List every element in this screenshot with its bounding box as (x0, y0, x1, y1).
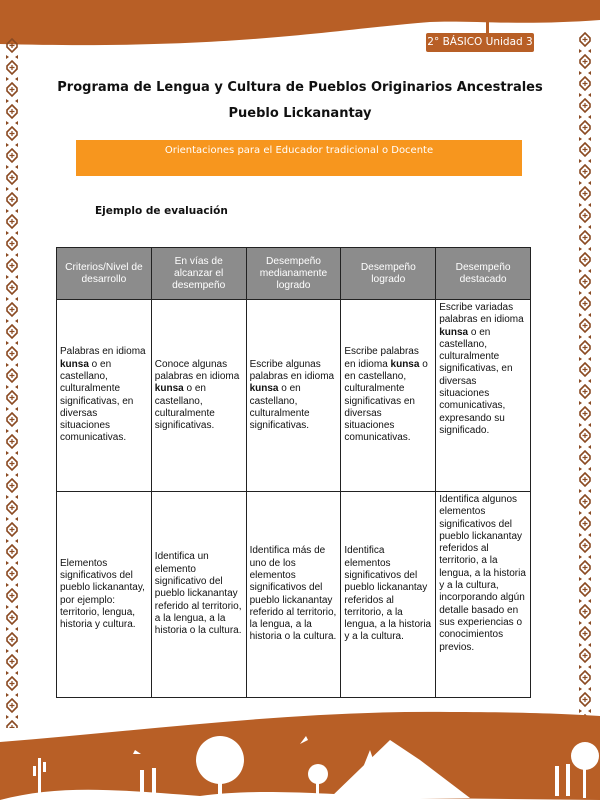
right-pattern-border (578, 32, 592, 722)
header-in-progress: En vías de alcanzar el desempeño (151, 248, 246, 300)
program-title: Programa de Lengua y Cultura de Pueblos Originarios Ancestrales (57, 80, 543, 95)
header-partially-achieved: Desempeño medianamente logrado (246, 248, 341, 300)
table-cell: Escribe palabras en idioma kunsa o en castellano, culturalmente significativas en diversas situaciones comunicativas. (341, 300, 436, 492)
header-achieved: Desempeño logrado (341, 248, 436, 300)
table-row (57, 300, 531, 492)
section-heading: Ejemplo de evaluación (95, 205, 228, 217)
table-cell: Identifica más de uno de los elementos significativos del pueblo lickanantay referido al territorio, la lengua, a la historia o la cultura. (246, 492, 341, 698)
bottom-landscape-illustration (0, 700, 600, 800)
table-header-row (57, 248, 531, 300)
evaluation-rubric-table (56, 247, 531, 698)
table-cell: Escribe variadas palabras en idioma kunsa o en castellano, culturalmente significativas, en diversas situaciones comunicativas, expresando su significado. (436, 300, 531, 492)
table-cell: Elementos significativos del pueblo lickanantay, por ejemplo: territorio, lengua, historia y cultura. (57, 492, 152, 698)
table-cell: Escribe algunas palabras en idioma kunsa o en castellano, culturalmente significativas. (246, 300, 341, 492)
left-pattern-border (5, 38, 19, 728)
unit-badge: 2° BÁSICO Unidad 3 (426, 33, 534, 52)
table-cell: Identifica algunos elementos significativos del pueblo lickanantay referidos al territorio, a la lengua, a la historia y a la cultura, incorporando algún detalle basado en sus experiencias o conocimientos previos. (436, 492, 531, 698)
orientation-banner: Orientaciones para el Educador tradicional o Docente (76, 140, 522, 176)
header-outstanding: Desempeño destacado (436, 248, 531, 300)
people-subtitle: Pueblo Lickanantay (228, 106, 372, 121)
table-cell: Identifica elementos significativos del pueblo lickanantay referidos al territorio, a la lengua, a la historia y a la cultura. (341, 492, 436, 698)
table-cell: Identifica un elemento significativo del pueblo lickanantay referido al territorio, a la lengua, a la historia o la cultura. (151, 492, 246, 698)
table-row (57, 492, 531, 698)
table-cell: Palabras en idioma kunsa o en castellano, culturalmente significativas, en diversas situaciones comunicativas. (57, 300, 152, 492)
header-criteria: Criterios/Nivel de desarrollo (57, 248, 152, 300)
table-cell: Conoce algunas palabras en idioma kunsa o en castellano, culturalmente significativas. (151, 300, 246, 492)
